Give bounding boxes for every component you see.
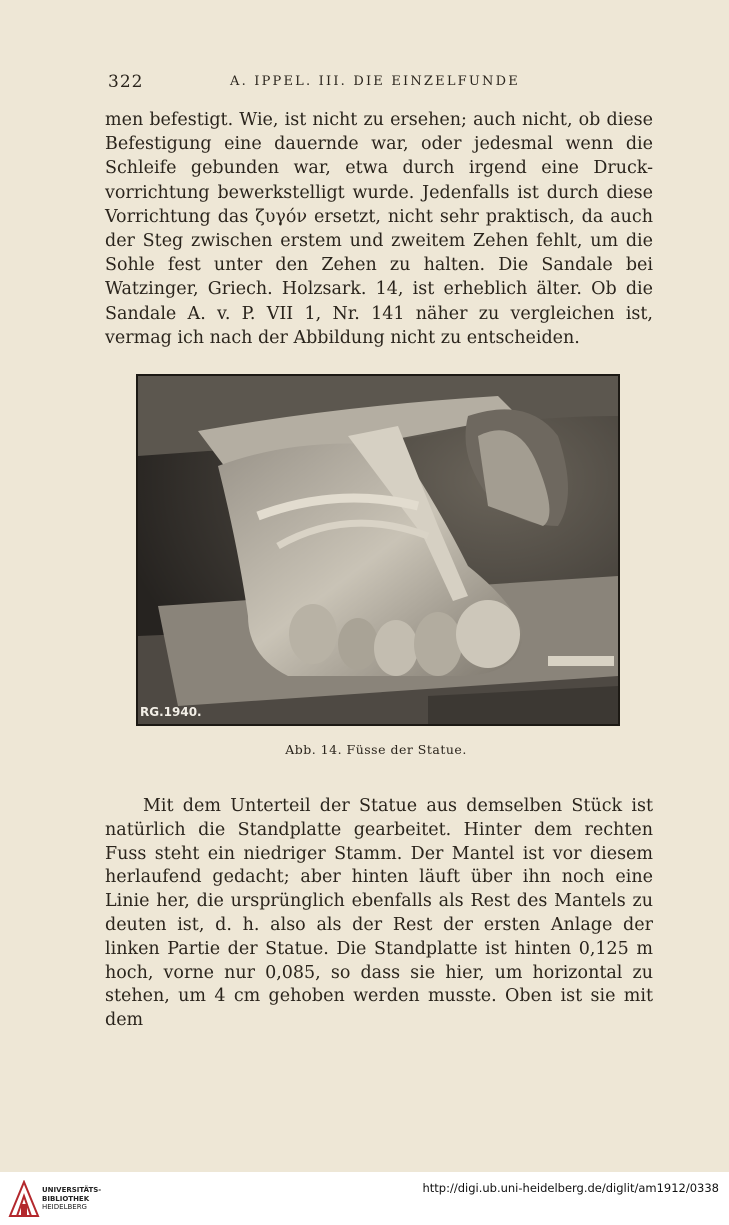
statue-feet-photo xyxy=(136,374,620,726)
source-url-link[interactable]: http://digi.ub.uni-heidelberg.de/diglit/am1912/0338 xyxy=(422,1181,719,1195)
body-paragraph-bottom: Mit dem Unterteil der Statue aus demselben Stück ist natürlich die Standplatte gearbeitet. Hinter dem rechten Fuss steht ein niedriger Stamm. Der Mantel ist vor diesem herlaufend gedacht; aber hinten läuft über ihn noch eine Linie her, die ursprünglich ebenfalls als Rest des Mantels zu deuten ist, d. h. also als der Rest der ersten Anlage der linken Partie der Statue. Die Standplatte ist hinten 0,125 m hoch, vorne nur 0,085, so dass sie hier, um horizontal zu stehen, um 4 cm gehoben werden musste. Oben ist sie mit dem xyxy=(105,796,653,1031)
library-line-2: BIBLIOTHEK xyxy=(42,1194,90,1203)
figure-caption: Abb. 14. Füsse der Statue. xyxy=(285,742,467,757)
library-line-3: HEIDELBERG xyxy=(42,1203,87,1211)
page-number: 322 xyxy=(108,72,144,92)
running-title: A. IPPEL. III. DIE EINZELFUNDE xyxy=(230,74,520,89)
running-head xyxy=(108,72,653,94)
photo-mark: RG.1940. xyxy=(140,705,202,719)
library-name xyxy=(42,1186,101,1212)
library-logo-icon[interactable] xyxy=(8,1180,40,1218)
library-line-1: UNIVERSITÄTS- xyxy=(42,1186,102,1194)
body-paragraph-top: men befestigt. Wie, ist nicht zu ersehen; auch nicht, ob diese Befestigung eine dauernde war, oder jedesmal wenn die Schleife gebunden war, etwa durch irgend eine Druck-vorrichtung bewerkstelligt wurde. Jedenfalls ist durch diese Vorrichtung das ζυγόν ersetzt, nicht sehr praktisch, da auch der Steg zwischen erstem und zweitem Zehen fehlt, um die Sohle fest unter den Zehen zu halten. Die Sandale bei Watzinger, Griech. Holzsark. 14, ist erheblich älter. Ob die Sandale A. v. P. VII 1, Nr. 141 näher zu vergleichen ist, vermag ich nach der Abbildung nicht zu entscheiden. xyxy=(105,110,653,348)
footer-bar xyxy=(0,1172,729,1225)
